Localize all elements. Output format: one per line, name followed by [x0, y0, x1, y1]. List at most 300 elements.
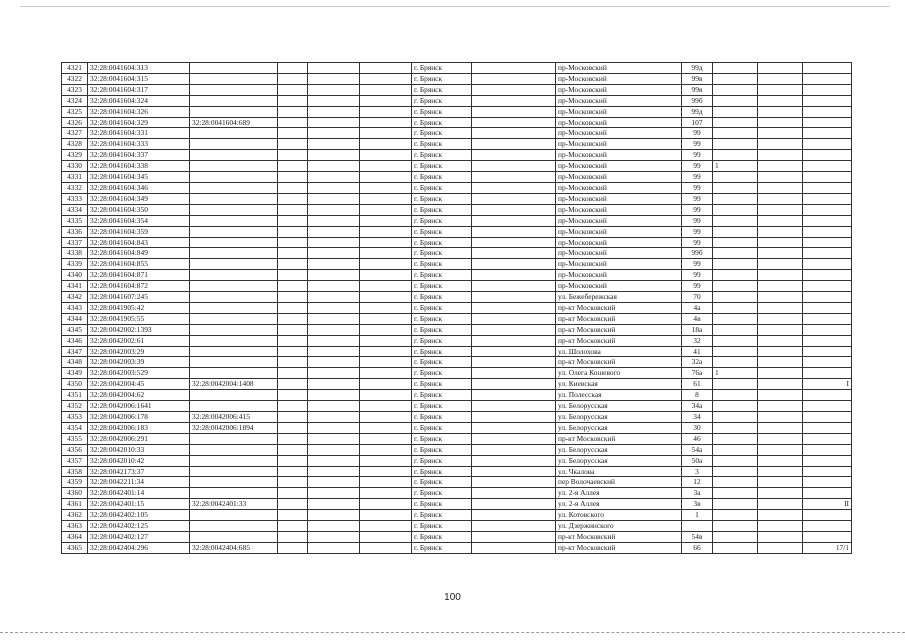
cadastral-number: 32:28:0042004:45: [88, 379, 190, 390]
empty-cell: [472, 466, 556, 477]
related-cadastral-number: 32:28:0042004:1408: [190, 379, 278, 390]
related-cadastral-number: [190, 281, 278, 292]
street-cell: пр-Московский: [556, 128, 682, 139]
empty-cell: [758, 237, 803, 248]
city-cell: г. Брянск: [412, 488, 472, 499]
mark-cell: [713, 63, 758, 74]
empty-cell: [278, 281, 308, 292]
empty-cell: [278, 182, 308, 193]
empty-cell: [360, 379, 412, 390]
empty-cell: [360, 477, 412, 488]
house-cell: 99: [682, 139, 713, 150]
empty-cell: [308, 117, 360, 128]
row-number: 4345: [62, 324, 88, 335]
house-cell: 99: [682, 237, 713, 248]
house-cell: 34а: [682, 401, 713, 412]
empty-cell: [360, 531, 412, 542]
empty-cell: [360, 172, 412, 183]
empty-cell: [308, 193, 360, 204]
street-cell: ул. 2-я Аллея: [556, 499, 682, 510]
empty-cell: [758, 172, 803, 183]
note-cell: [803, 521, 852, 532]
row-number: 4363: [62, 521, 88, 532]
row-number: 4343: [62, 302, 88, 313]
table-row: [62, 422, 852, 433]
table-row: [62, 226, 852, 237]
table-row: [62, 542, 852, 553]
city-cell: г. Брянск: [412, 390, 472, 401]
row-number: 4364: [62, 531, 88, 542]
table-row: [62, 139, 852, 150]
mark-cell: [713, 444, 758, 455]
city-cell: г. Брянск: [412, 313, 472, 324]
empty-cell: [472, 150, 556, 161]
house-cell: 99д: [682, 106, 713, 117]
table-row: [62, 128, 852, 139]
empty-cell: [472, 542, 556, 553]
table-row: [62, 63, 852, 74]
note-cell: [803, 292, 852, 303]
mark-cell: [713, 433, 758, 444]
street-cell: пр-кт Московский: [556, 433, 682, 444]
row-number: 4346: [62, 335, 88, 346]
table-row: [62, 379, 852, 390]
empty-cell: [278, 499, 308, 510]
street-cell: пр-Московский: [556, 63, 682, 74]
empty-cell: [758, 150, 803, 161]
mark-cell: [713, 455, 758, 466]
empty-cell: [472, 477, 556, 488]
empty-cell: [360, 510, 412, 521]
row-number: 4342: [62, 292, 88, 303]
empty-cell: [360, 161, 412, 172]
empty-cell: [758, 379, 803, 390]
street-cell: пр-кт Московский: [556, 542, 682, 553]
empty-cell: [308, 401, 360, 412]
city-cell: г. Брянск: [412, 466, 472, 477]
row-number: 4329: [62, 150, 88, 161]
city-cell: г. Брянск: [412, 237, 472, 248]
mark-cell: [713, 401, 758, 412]
empty-cell: [758, 204, 803, 215]
cadastral-number: 32:28:0041604:315: [88, 73, 190, 84]
empty-cell: [758, 401, 803, 412]
city-cell: г. Брянск: [412, 204, 472, 215]
related-cadastral-number: [190, 106, 278, 117]
empty-cell: [308, 390, 360, 401]
empty-cell: [758, 390, 803, 401]
table-row: [62, 444, 852, 455]
row-number: 4344: [62, 313, 88, 324]
house-cell: 99б: [682, 95, 713, 106]
mark-cell: [713, 117, 758, 128]
empty-cell: [278, 73, 308, 84]
related-cadastral-number: 32:28:0042404:685: [190, 542, 278, 553]
city-cell: г. Брянск: [412, 106, 472, 117]
note-cell: [803, 302, 852, 313]
registry-rows: [62, 63, 852, 554]
street-cell: пр-Московский: [556, 215, 682, 226]
empty-cell: [360, 292, 412, 303]
mark-cell: [713, 237, 758, 248]
house-cell: 18а: [682, 324, 713, 335]
empty-cell: [472, 499, 556, 510]
note-cell: [803, 335, 852, 346]
related-cadastral-number: [190, 182, 278, 193]
row-number: 4323: [62, 84, 88, 95]
note-cell: [803, 412, 852, 423]
note-cell: [803, 95, 852, 106]
row-number: 4355: [62, 433, 88, 444]
house-cell: 50а: [682, 455, 713, 466]
city-cell: г. Брянск: [412, 259, 472, 270]
related-cadastral-number: [190, 444, 278, 455]
note-cell: [803, 510, 852, 521]
house-cell: 54в: [682, 531, 713, 542]
empty-cell: [472, 357, 556, 368]
empty-cell: [308, 63, 360, 74]
row-number: 4348: [62, 357, 88, 368]
empty-cell: [308, 313, 360, 324]
related-cadastral-number: 32:28:0042006:1894: [190, 422, 278, 433]
empty-cell: [278, 488, 308, 499]
note-cell: [803, 422, 852, 433]
table-row: [62, 292, 852, 303]
empty-cell: [360, 401, 412, 412]
empty-cell: [758, 368, 803, 379]
row-number: 4331: [62, 172, 88, 183]
empty-cell: [308, 357, 360, 368]
empty-cell: [278, 521, 308, 532]
empty-cell: [360, 390, 412, 401]
city-cell: г. Брянск: [412, 73, 472, 84]
house-cell: 99д: [682, 63, 713, 74]
empty-cell: [308, 292, 360, 303]
mark-cell: [713, 270, 758, 281]
city-cell: г. Брянск: [412, 95, 472, 106]
house-cell: 4в: [682, 313, 713, 324]
city-cell: г. Брянск: [412, 542, 472, 553]
related-cadastral-number: [190, 128, 278, 139]
house-cell: 99: [682, 226, 713, 237]
empty-cell: [472, 226, 556, 237]
city-cell: г. Брянск: [412, 63, 472, 74]
empty-cell: [360, 357, 412, 368]
cadastral-number: 32:28:0041604:871: [88, 270, 190, 281]
empty-cell: [472, 412, 556, 423]
empty-cell: [472, 510, 556, 521]
table-row: [62, 324, 852, 335]
mark-cell: 1: [713, 161, 758, 172]
cadastral-number: 32:28:0042402:105: [88, 510, 190, 521]
city-cell: г. Брянск: [412, 324, 472, 335]
empty-cell: [758, 455, 803, 466]
street-cell: пр-Московский: [556, 172, 682, 183]
note-cell: [803, 401, 852, 412]
empty-cell: [308, 150, 360, 161]
city-cell: г. Брянск: [412, 531, 472, 542]
empty-cell: [278, 259, 308, 270]
note-cell: [803, 324, 852, 335]
row-number: 4341: [62, 281, 88, 292]
empty-cell: [472, 488, 556, 499]
street-cell: пр-Московский: [556, 139, 682, 150]
house-cell: 3в: [682, 499, 713, 510]
street-cell: пр-Московский: [556, 182, 682, 193]
cadastral-number: 32:28:0041604:331: [88, 128, 190, 139]
empty-cell: [758, 346, 803, 357]
empty-cell: [308, 466, 360, 477]
empty-cell: [758, 412, 803, 423]
street-cell: пр-кт Московский: [556, 324, 682, 335]
note-cell: [803, 313, 852, 324]
table-row: [62, 412, 852, 423]
mark-cell: [713, 542, 758, 553]
street-cell: пр-кт Московский: [556, 313, 682, 324]
cadastral-number: 32:28:0041604:354: [88, 215, 190, 226]
row-number: 4360: [62, 488, 88, 499]
empty-cell: [360, 226, 412, 237]
mark-cell: [713, 139, 758, 150]
related-cadastral-number: [190, 488, 278, 499]
related-cadastral-number: [190, 335, 278, 346]
row-number: 4322: [62, 73, 88, 84]
city-cell: г. Брянск: [412, 499, 472, 510]
related-cadastral-number: [190, 368, 278, 379]
related-cadastral-number: [190, 139, 278, 150]
house-cell: 70: [682, 292, 713, 303]
mark-cell: [713, 215, 758, 226]
empty-cell: [278, 357, 308, 368]
street-cell: пр-Московский: [556, 95, 682, 106]
row-number: 4340: [62, 270, 88, 281]
mark-cell: [713, 226, 758, 237]
empty-cell: [360, 150, 412, 161]
street-cell: пр-Московский: [556, 237, 682, 248]
empty-cell: [278, 455, 308, 466]
empty-cell: [308, 412, 360, 423]
note-cell: II: [803, 499, 852, 510]
cadastral-number: 32:28:0042006:291: [88, 433, 190, 444]
city-cell: г. Брянск: [412, 346, 472, 357]
house-cell: 99: [682, 259, 713, 270]
empty-cell: [360, 302, 412, 313]
mark-cell: [713, 172, 758, 183]
empty-cell: [758, 161, 803, 172]
house-cell: 99б: [682, 248, 713, 259]
cadastral-number: 32:28:0041604:349: [88, 193, 190, 204]
empty-cell: [472, 182, 556, 193]
note-cell: [803, 84, 852, 95]
empty-cell: [360, 248, 412, 259]
house-cell: 99: [682, 215, 713, 226]
row-number: 4351: [62, 390, 88, 401]
empty-cell: [360, 259, 412, 270]
empty-cell: [758, 510, 803, 521]
row-number: 4357: [62, 455, 88, 466]
mark-cell: [713, 95, 758, 106]
cadastral-number: 32:28:0041604:843: [88, 237, 190, 248]
empty-cell: [360, 95, 412, 106]
empty-cell: [360, 237, 412, 248]
note-cell: [803, 193, 852, 204]
empty-cell: [472, 204, 556, 215]
related-cadastral-number: [190, 455, 278, 466]
cadastral-number: 32:28:0041604:324: [88, 95, 190, 106]
table-row: [62, 117, 852, 128]
mark-cell: [713, 499, 758, 510]
cadastral-number: 32:28:0042402:127: [88, 531, 190, 542]
empty-cell: [360, 128, 412, 139]
table-row: [62, 335, 852, 346]
empty-cell: [360, 73, 412, 84]
mark-cell: [713, 412, 758, 423]
empty-cell: [278, 433, 308, 444]
empty-cell: [278, 466, 308, 477]
note-cell: [803, 150, 852, 161]
note-cell: [803, 215, 852, 226]
street-cell: пр-Московский: [556, 193, 682, 204]
empty-cell: [278, 193, 308, 204]
mark-cell: [713, 281, 758, 292]
empty-cell: [278, 444, 308, 455]
empty-cell: [308, 128, 360, 139]
related-cadastral-number: [190, 477, 278, 488]
table-row: [62, 106, 852, 117]
note-cell: [803, 204, 852, 215]
related-cadastral-number: [190, 63, 278, 74]
city-cell: г. Брянск: [412, 368, 472, 379]
empty-cell: [308, 531, 360, 542]
note-cell: [803, 390, 852, 401]
related-cadastral-number: [190, 313, 278, 324]
related-cadastral-number: [190, 237, 278, 248]
cadastral-number: 32:28:0042003:29: [88, 346, 190, 357]
city-cell: г. Брянск: [412, 335, 472, 346]
empty-cell: [758, 292, 803, 303]
note-cell: [803, 270, 852, 281]
note-cell: [803, 248, 852, 259]
empty-cell: [758, 281, 803, 292]
house-cell: 99: [682, 270, 713, 281]
house-cell: 99в: [682, 73, 713, 84]
city-cell: г. Брянск: [412, 302, 472, 313]
note-cell: [803, 63, 852, 74]
city-cell: г. Брянск: [412, 270, 472, 281]
related-cadastral-number: [190, 390, 278, 401]
empty-cell: [758, 302, 803, 313]
table-row: [62, 182, 852, 193]
row-number: 4356: [62, 444, 88, 455]
cadastral-number: 32:28:0042002:61: [88, 335, 190, 346]
table-row: [62, 204, 852, 215]
empty-cell: [278, 215, 308, 226]
related-cadastral-number: 32:28:0042401:33: [190, 499, 278, 510]
empty-cell: [360, 313, 412, 324]
row-number: 4333: [62, 193, 88, 204]
empty-cell: [278, 117, 308, 128]
empty-cell: [758, 139, 803, 150]
note-cell: [803, 357, 852, 368]
empty-cell: [758, 324, 803, 335]
empty-cell: [278, 510, 308, 521]
empty-cell: [758, 193, 803, 204]
table-row: [62, 73, 852, 84]
note-cell: [803, 455, 852, 466]
note-cell: [803, 172, 852, 183]
row-number: 4338: [62, 248, 88, 259]
house-cell: 61: [682, 379, 713, 390]
city-cell: г. Брянск: [412, 401, 472, 412]
empty-cell: [360, 324, 412, 335]
street-cell: ул. Котовского: [556, 510, 682, 521]
empty-cell: [360, 455, 412, 466]
empty-cell: [472, 193, 556, 204]
empty-cell: [278, 84, 308, 95]
cadastral-number: 32:28:0042401:14: [88, 488, 190, 499]
empty-cell: [758, 215, 803, 226]
mark-cell: 1: [713, 368, 758, 379]
empty-cell: [758, 488, 803, 499]
empty-cell: [308, 237, 360, 248]
row-number: 4349: [62, 368, 88, 379]
row-number: 4321: [62, 63, 88, 74]
empty-cell: [758, 63, 803, 74]
empty-cell: [308, 248, 360, 259]
empty-cell: [758, 248, 803, 259]
house-cell: 99: [682, 161, 713, 172]
empty-cell: [758, 95, 803, 106]
house-cell: 99: [682, 193, 713, 204]
related-cadastral-number: [190, 466, 278, 477]
street-cell: ул. Бежебережская: [556, 292, 682, 303]
house-cell: 4а: [682, 302, 713, 313]
mark-cell: [713, 466, 758, 477]
mark-cell: [713, 422, 758, 433]
empty-cell: [360, 182, 412, 193]
related-cadastral-number: 32:28:0041604:689: [190, 117, 278, 128]
street-cell: пр-Московский: [556, 259, 682, 270]
note-cell: [803, 237, 852, 248]
empty-cell: [278, 172, 308, 183]
note-cell: 17/1: [803, 542, 852, 553]
empty-cell: [472, 292, 556, 303]
note-cell: [803, 226, 852, 237]
mark-cell: [713, 390, 758, 401]
table-row: [62, 215, 852, 226]
empty-cell: [472, 433, 556, 444]
row-number: 4324: [62, 95, 88, 106]
empty-cell: [278, 390, 308, 401]
related-cadastral-number: [190, 346, 278, 357]
street-cell: пр-кт Московский: [556, 302, 682, 313]
table-row: [62, 390, 852, 401]
house-cell: 76а: [682, 368, 713, 379]
cadastral-number: 32:28:0041607:245: [88, 292, 190, 303]
empty-cell: [278, 313, 308, 324]
city-cell: г. Брянск: [412, 84, 472, 95]
empty-cell: [360, 346, 412, 357]
empty-cell: [278, 302, 308, 313]
empty-cell: [360, 542, 412, 553]
mark-cell: [713, 531, 758, 542]
mark-cell: [713, 204, 758, 215]
empty-cell: [472, 379, 556, 390]
empty-cell: [308, 521, 360, 532]
empty-cell: [308, 488, 360, 499]
empty-cell: [278, 422, 308, 433]
house-cell: 32: [682, 335, 713, 346]
